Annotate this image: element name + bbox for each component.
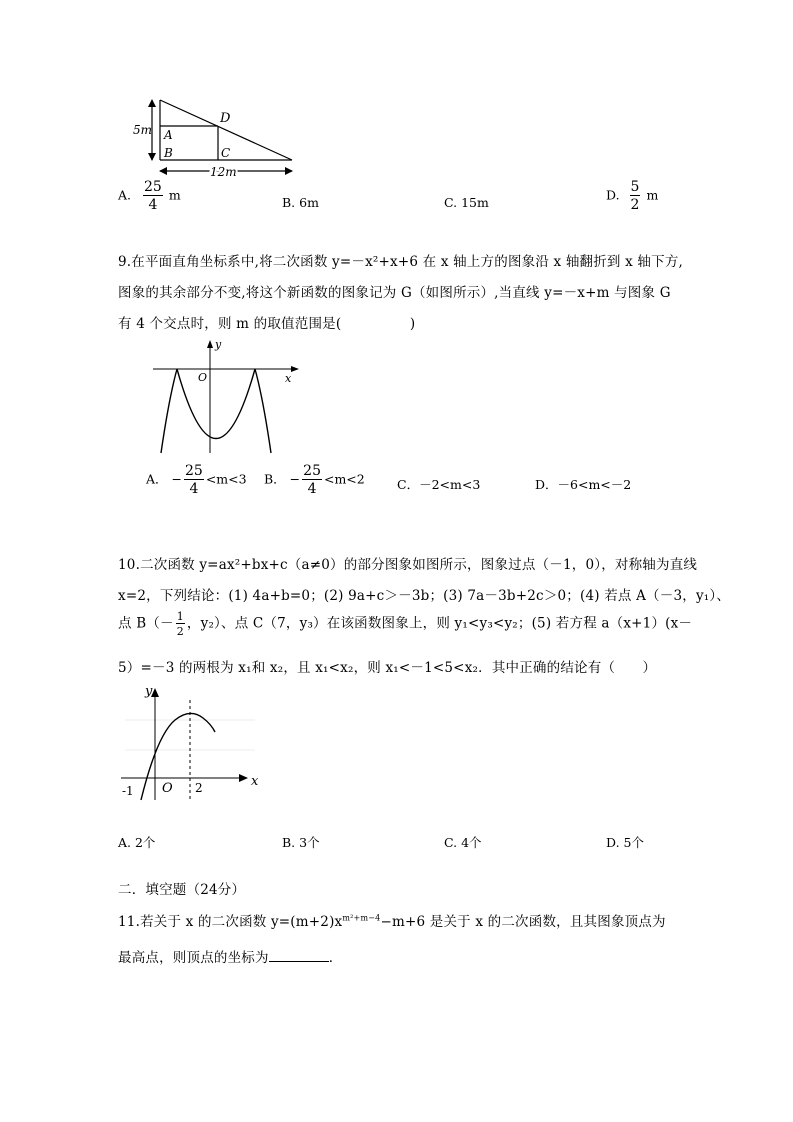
- q10-fraction-half: $\frac{1}{2}$: [176, 610, 184, 638]
- q10-two-label: 2: [195, 781, 203, 795]
- q9-x-label: x: [285, 372, 292, 385]
- q11-line-1: 11.若关于 x 的二次函数 $y=(m+2)x^{m^2+m-4}-m+6$ 是关于 x 的二次函数，且其图象顶点为: [118, 913, 666, 930]
- q9-option-a-fraction: $\frac{25}{4}$: [185, 463, 203, 497]
- q9-line-1: 9.在平面直角坐标系中,将二次函数 y=－x²+x+6 在 x 轴上方的图象沿 x 轴翻折到 x 轴下方,: [118, 254, 684, 270]
- q8-label-d: D: [220, 111, 231, 126]
- q10-option-b: B. 3个: [282, 835, 320, 850]
- q9-figure: [145, 338, 305, 458]
- q8-label-b: B: [164, 146, 173, 160]
- q9-y-label: y: [215, 338, 222, 351]
- q8-base-label: 12m: [210, 165, 237, 179]
- q10-origin-label: O: [162, 781, 173, 796]
- q10-figure: [115, 680, 265, 805]
- q8-option-d: D. $\frac{5}{2}$ m: [606, 179, 659, 213]
- q8-label-a: A: [164, 128, 173, 142]
- q9-line-3: 有 4 个交点时，则 m 的取值范围是( ): [118, 316, 416, 332]
- q10-option-d: D. 5个: [606, 835, 644, 850]
- q11-answer-blank[interactable]: [269, 961, 329, 962]
- q10-line-3: 点 B（－ $\frac{1}{2}$ ，y₂）、点 C（7，y₃）在该函数图象上，则 y₁<y₃<y₂；(5) 若方程 a（x+1）(x－: [118, 610, 693, 638]
- q9-option-a: A． − $\frac{25}{4}$ <m<3: [146, 463, 247, 497]
- q8-label-c: C: [221, 146, 231, 160]
- q10-y-label: y: [145, 684, 153, 699]
- q8-option-d-fraction: $\frac{5}{2}$: [630, 179, 640, 213]
- q10-line-2: x=2，下列结论：(1) 4a+b=0；(2) 9a+c＞－3b；(3) 7a－3b+2c＞0；(4) 若点 A（－3，y₁）、: [118, 588, 731, 604]
- section-2-title: 二．填空题（24分）: [118, 882, 246, 898]
- q11-line-2: 最高点，则顶点的坐标为 ．: [118, 950, 343, 966]
- q10-x-label: x: [251, 774, 259, 789]
- q9-option-d: D．－6<m<－2: [535, 477, 632, 492]
- q8-option-a: A. $\frac{25}{4}$ m: [118, 179, 181, 213]
- q9-option-b-fraction: $\frac{25}{4}$: [303, 463, 321, 497]
- q8-option-c: C. 15m: [444, 195, 489, 210]
- q10-neg1-label: -1: [122, 784, 134, 798]
- q8-height-label: 5m: [133, 123, 153, 137]
- q10-line-1: 10.二次函数 y=ax²+bx+c（a≠0）的部分图象如图所示，图象过点（－1，0），对称轴为直线: [118, 557, 698, 573]
- q10-line-4: 5）=－3 的两根为 x₁和 x₂，且 x₁<x₂，则 x₁<－1<5<x₂．其中正确的结论有（ ）: [118, 660, 657, 676]
- q9-option-c: C．－2<m<3: [397, 477, 481, 492]
- q11-exponent: m²+m−4: [342, 913, 381, 923]
- q9-line-2: 图象的其余部分不变,将这个新函数的图象记为 G（如图所示）,当直线 y=－x+m 与图象 G: [118, 285, 671, 301]
- q10-option-c: C. 4个: [444, 835, 482, 850]
- q8-option-b: B. 6m: [282, 195, 319, 210]
- q8-option-a-fraction: $\frac{25}{4}$: [144, 179, 162, 213]
- q10-option-a: A. 2个: [118, 835, 156, 850]
- q9-origin-label: O: [198, 371, 208, 384]
- q8-figure: [130, 95, 305, 180]
- q9-option-b: B． − $\frac{25}{4}$ <m<2: [264, 463, 365, 497]
